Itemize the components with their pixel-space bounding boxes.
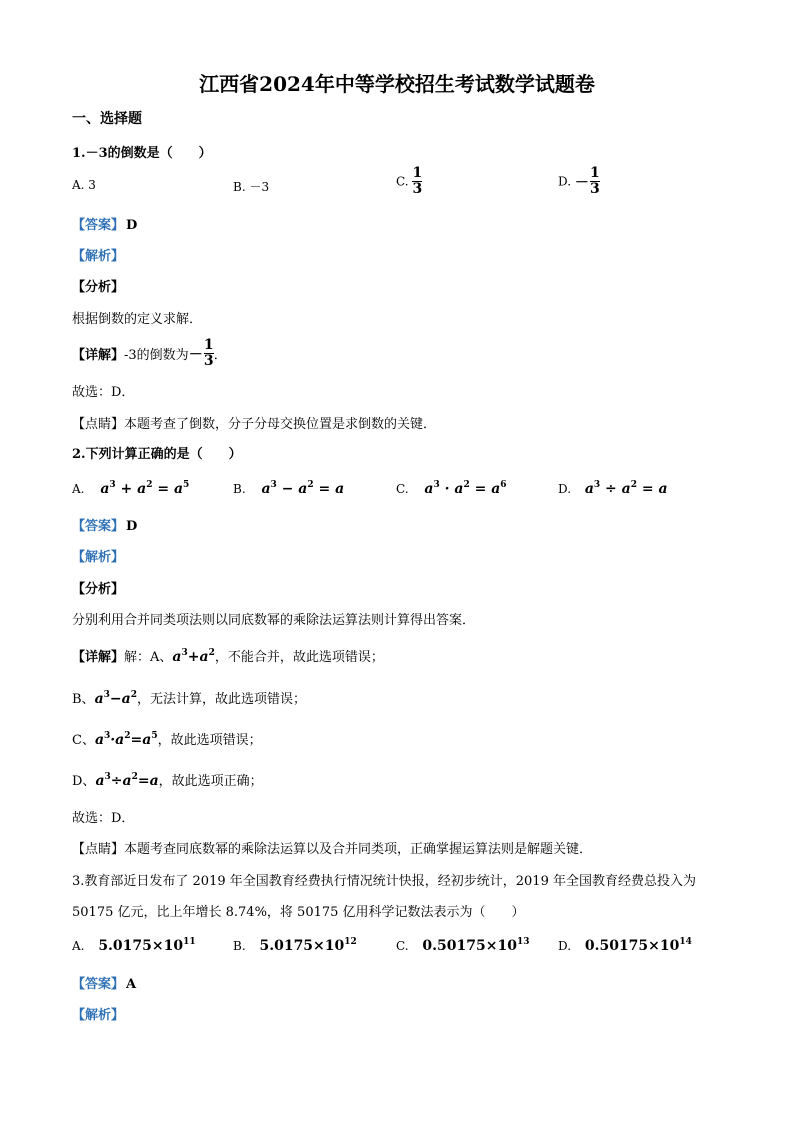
line-prefix: B、 [72,692,95,707]
option-label: D. [558,174,572,189]
option-label: C. [396,174,409,189]
base: 0.50175×10 [584,938,680,954]
answer-word: 答案 [85,519,112,534]
math-expr: $a^3\cdot a^2=a^5$ [94,731,158,748]
answer-word: 答案 [85,218,112,233]
detail-intro: 解：A、 [124,650,173,665]
math-expr-a: $a^3 + a^2 = a^5$ [100,480,190,497]
detail-text: ，无法计算，故此选项错误； [136,692,306,707]
option-label: C. [396,939,409,953]
option-label: A. [72,482,85,496]
fraction [204,338,214,369]
option-label: A. [72,939,85,953]
fraction [590,166,600,197]
denominator: 3 [412,181,423,197]
answer-value: A [126,977,137,992]
option-label: C. [396,482,409,496]
q2-conclusion: 故选：D． [72,811,135,826]
q2-option-c [396,480,507,497]
math-expr: $a^3+a^2$ [172,648,215,665]
question-2-stem: 2.下列计算正确的是（ ） [72,447,242,462]
q2-option-a [72,480,189,497]
numerator: 1 [412,165,423,181]
q2-detail-d [72,770,263,789]
detail-text: ，故此选项正确； [158,774,263,789]
page-title: 江西省2024年中等学校招生考试数学试题卷 [199,72,595,96]
q3-jiexi: 【解析】 [72,1008,125,1023]
detail-text: ，故此选项错误； [157,733,262,748]
bracket: 【 [72,519,86,534]
q2-comment: 【点睛】本题考查同底数幂的乘除法运算以及合并同类项，正确掌握运算法则是解题关键． [72,842,593,857]
q1-detail [72,338,227,369]
q3-option-a [72,937,196,954]
q2-option-b [233,480,344,497]
question-3-stem-line-2: 50175 亿元，比上年增长 8.74%，将 50175 亿用科学记数法表示为（ ） [72,905,525,920]
answer-value: D [126,218,138,233]
option-label: B. [233,939,246,953]
q2-detail-c [72,729,262,748]
detail-text: -3的倒数为 [124,348,189,363]
base: 5.0175×10 [98,938,184,954]
q2-detail-b [72,688,306,707]
numerator: 1 [203,337,214,353]
q1-option-c [396,166,422,197]
exponent: 14 [679,937,692,947]
q3-option-d [558,937,692,954]
q1-fenxi: 【分析】 [72,280,125,295]
q2-option-d [558,480,668,497]
sci-notation [98,938,195,954]
q3-answer [72,973,136,992]
base: 5.0175×10 [259,938,345,954]
q2-fenxi: 【分析】 [72,582,125,597]
denominator: 3 [589,181,600,197]
line-prefix: D、 [72,774,96,789]
sci-notation [585,938,692,954]
q3-option-c [396,937,529,954]
detail-end: ． [213,348,227,363]
numerator: 1 [589,165,600,181]
option-label: B. [233,482,246,496]
detail-text: ，不能合并，故此选项错误； [214,650,384,665]
math-expr-c: $a^3 \cdot a^2 = a^6$ [424,480,507,497]
sci-notation [259,938,356,954]
q3-option-b [233,937,357,954]
question-1-stem: 1.－3的倒数是（ ） [72,146,212,161]
math-expr: $a^3-a^2$ [94,690,137,707]
detail-label: 【详解】 [72,650,125,665]
q2-detail-a [72,646,384,665]
base: 0.50175×10 [422,938,517,954]
answer-word: 答案 [85,977,112,992]
exponent: 12 [344,937,357,947]
minus-sign: － [188,346,203,363]
detail-label: 【详解】 [72,348,125,363]
q1-jiexi: 【解析】 [72,249,125,264]
option-label: D. [558,482,572,496]
question-3-stem-line-1: 3.教育部近日发布了 2019 年全国教育经费执行情况统计快报，经初步统计，2019 年全国教育经费总投入为 [72,874,696,889]
q1-option-d [558,166,600,197]
bracket: 【 [72,218,86,233]
answer-value: D [126,519,138,534]
q1-option-b: B. －3 [233,180,270,194]
bracket: 】 [111,977,125,992]
q1-comment: 【点睛】本题考查了倒数，分子分母交换位置是求倒数的关键． [72,417,437,432]
fraction [412,166,422,197]
math-expr-d: $a^3 \div a^2 = a$ [584,480,668,497]
bracket: 】 [111,218,125,233]
math-expr-b: $a^3 - a^2 = a$ [261,480,345,497]
q2-answer [72,515,137,534]
denominator: 3 [203,353,214,369]
option-label: D. [558,939,572,953]
section-heading: 一、选择题 [72,111,142,127]
exponent: 13 [516,937,530,947]
q1-option-a: A. 3 [72,178,96,192]
sci-notation [422,938,529,954]
q2-jiexi: 【解析】 [72,550,125,565]
bracket: 】 [111,519,125,534]
bracket: 【 [72,977,86,992]
minus-sign: － [574,174,589,191]
q2-analysis: 分别利用合并同类项法则以同底数幂的乘除法运算法则计算得出答案． [72,613,476,628]
math-expr: $a^3\div a^2=a$ [95,772,159,789]
line-prefix: C、 [72,733,95,748]
q1-analysis: 根据倒数的定义求解． [72,312,203,327]
q1-answer [72,214,137,233]
exponent: 11 [183,937,196,947]
q1-conclusion: 故选：D． [72,385,135,400]
